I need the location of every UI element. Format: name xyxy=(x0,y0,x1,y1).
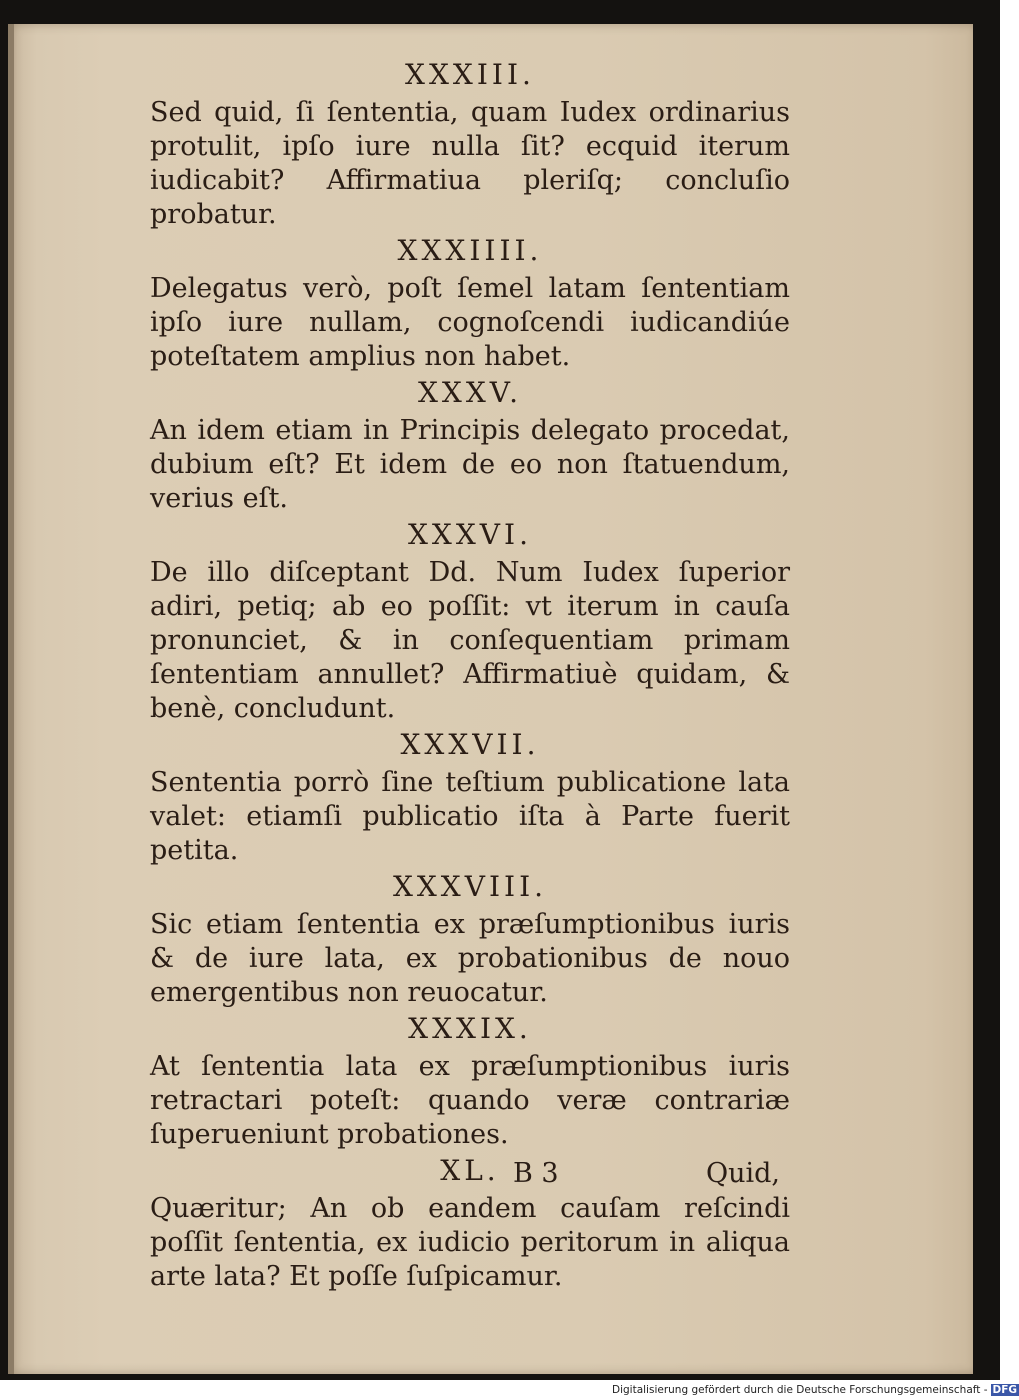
digitization-credit xyxy=(612,1384,1018,1398)
section-33 xyxy=(150,60,790,232)
section-text: Sed quid, ſi ſententia, quam Iudex ordinarius protulit, ipſo iure nulla ſit? ecquid iterum iudicabit? Affirmatiua pleriſq; concluſio probatur. xyxy=(150,97,790,230)
page-text-block xyxy=(150,60,790,1298)
dfg-logo: DFG xyxy=(992,1384,1018,1396)
section-heading: XXXVI. xyxy=(408,518,532,551)
section-text: Quæritur; An ob eandem cauſam reſcindi poſſit ſententia, ex iudicio peritorum in aliqua arte lata? Et poſſe ſuſpicamur. xyxy=(150,1193,790,1292)
section-text: De illo diſceptant Dd. Num Iudex ſuperior adiri, petiq; ab eo poſſit: vt iterum in cauſa pronunciet, & in conſequentiam primam ſententiam annullet? Affirmatiuè quidam, & benè, concludunt. xyxy=(150,557,790,724)
section-37 xyxy=(150,730,790,868)
section-heading: XXXVIII. xyxy=(392,870,548,903)
section-heading: XL. xyxy=(440,1154,500,1187)
section-36 xyxy=(150,520,790,726)
section-heading: XXXVII. xyxy=(400,728,540,761)
section-34 xyxy=(150,236,790,374)
credit-text: Digitalisierung gefördert durch die Deutsche Forschungsgemeinschaft - xyxy=(612,1384,988,1396)
section-text: At ſententia lata ex præſumptionibus iuris retractari poteſt: quando veræ contrariæ ſuperueniunt probationes. xyxy=(150,1051,790,1150)
section-heading: XXXV. xyxy=(417,376,523,409)
page-gutter-edge xyxy=(8,24,14,1374)
catchword: Quid, xyxy=(705,1158,780,1189)
section-text: Sententia porrò ſine teſtium publicatione lata valet: etiamſi publicatio iſta à Parte fuerit petita. xyxy=(150,767,790,866)
page-footer xyxy=(150,1158,780,1192)
section-text: An idem etiam in Principis delegato procedat, dubium eſt? Et idem de eo non ſtatuendum, verius eſt. xyxy=(150,415,790,514)
section-39 xyxy=(150,1014,790,1152)
section-heading: XXXIII. xyxy=(405,58,535,91)
signature-mark: B 3 xyxy=(513,1158,559,1189)
section-text: Sic etiam ſententia ex præſumptionibus iuris & de iure lata, ex probationibus de nouo emergentibus non reuocatur. xyxy=(150,909,790,1008)
section-35 xyxy=(150,378,790,516)
section-text: Delegatus verò, poſt ſemel latam ſententiam ipſo iure nullam, cognoſcendi iudicandiúe poteſtatem amplius non habet. xyxy=(150,273,790,372)
section-38 xyxy=(150,872,790,1010)
section-heading: XXXIX. xyxy=(408,1012,532,1045)
section-heading: XXXIIII. xyxy=(397,234,543,267)
